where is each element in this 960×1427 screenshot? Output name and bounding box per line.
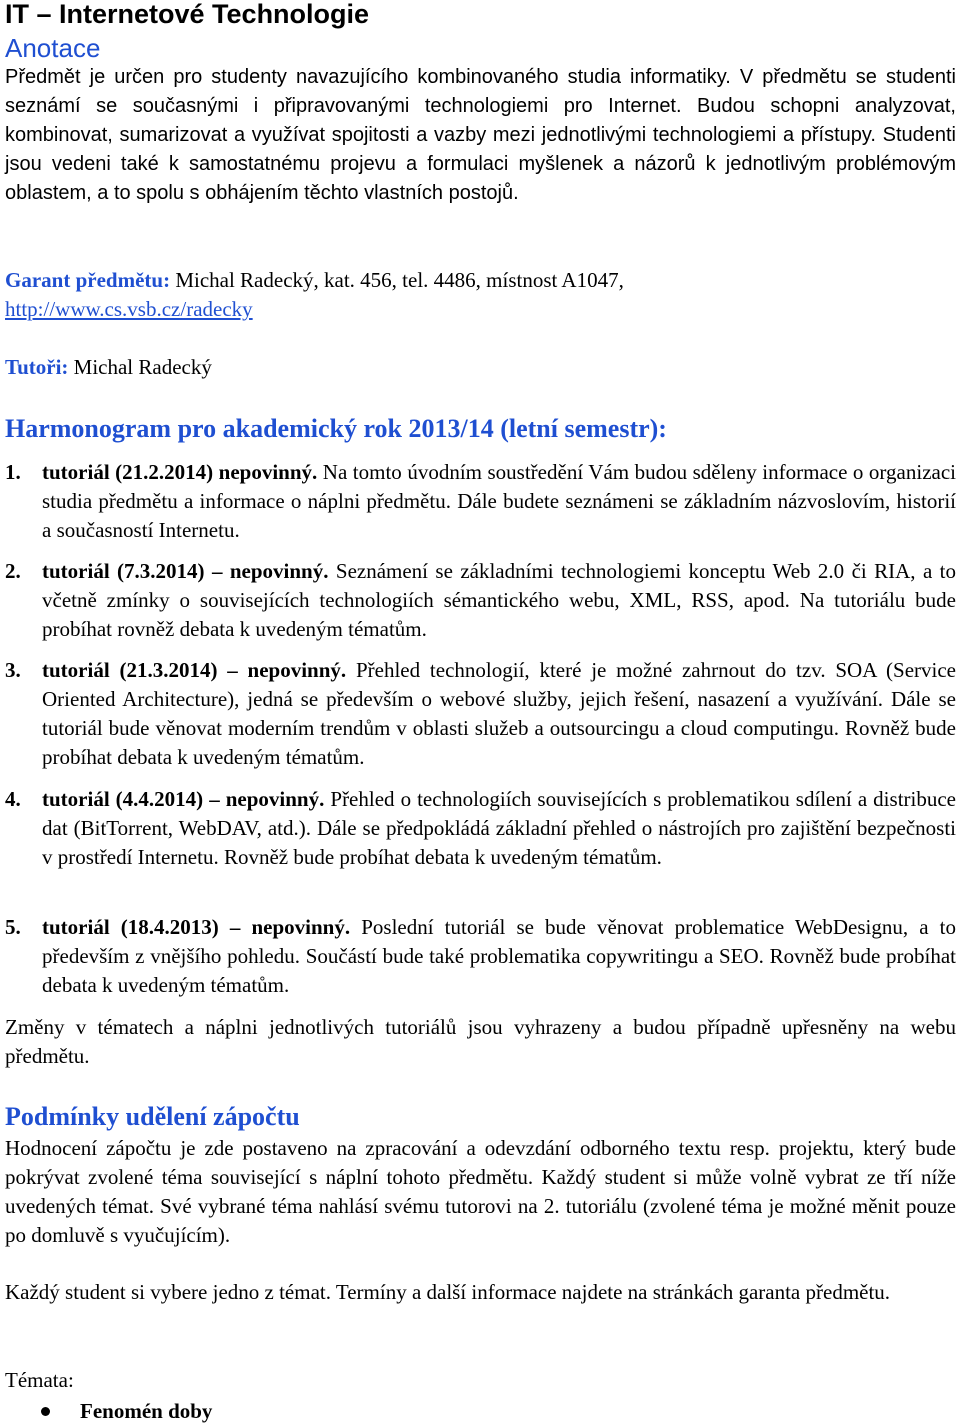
tutorial-number: 1. [5,460,21,484]
podminky-text-1: Hodnocení zápočtu je zde postaveno na zpracování a odevzdání odborného textu resp. projektu, který bude pokrývat zvolené téma související s náplní tohoto předmětu. Každý student si může volně vybrat ze tří níže uvedených témat. Své vybrané téma nahlásí svému tutorovi na 2. tutoriálu (zvolené téma je možné měnit pouze po domluvě s vyučujícím). [5,1136,956,1247]
anotace-text-part1: Předmět je určen pro studenty navazujícího kombinovaného studia informatiky. V předmětu se studenti seznámí se současnými i připravovanými technologiemi pro Internet. Budou schopni analyzovat, kombinovat, sumarizovat a využívat spojitosti a vazby mezi jednotlivými technologiemi a přístupy. Studenti jsou vedeni také k samostatnému projevu a formulaci myšlenek a názorů k jednotlivým problémovým oblastem, a to spolu s obhájením těchto vlastních postojů. [5,66,956,204]
tutorial-lead: tutoriál (4.4.2014) – nepovinný. [42,787,325,811]
tutorial-text: Přehled technologií, které je možné zahrnout do tzv. SOA (Service Oriented Architecture), jedná se především o webové služby, jejich řešení, nasazení a využívání. Dále se tutoriál bude věnovat moderním trendům v oblasti služeb a outsourcingu a cloud computingu. Rovněž bude probíhat debata k uvedeným tématům. [42,658,956,769]
tutorial-number: 3. [5,658,21,682]
podminky-text-2: Každý student si vybere jedno z témat. Termíny a další informace najdete na stránkách garanta předmětu. [5,1280,891,1304]
harmonogram-heading: Harmonogram pro akademický rok 2013/14 (letní semestr): [5,414,667,443]
garant-text: Michal Radecký, kat. 456, tel. 4486, místnost A1047, [170,268,624,292]
tutori-line [5,353,956,382]
tutorial-text: Seznámení se základními technologiemi konceptu Web 2.0 či RIA, a to včetně zmínky o souvisejících technologiích sémantického webu, XML, RSS, apod. Na tutoriálu bude probíhat rovněž debata k uvedeným tématům. [42,559,957,641]
garant-label: Garant předmětu: [5,268,171,292]
bullet-icon [41,1407,50,1416]
temata-item-label: Fenomén doby [80,1399,213,1423]
garant-line [5,266,956,324]
podminky-heading: Podmínky udělení zápočtu [5,1102,300,1131]
tutorial-text: Poslední tutoriál se bude věnovat problematice WebDesignu, a to především z vnějšího pohledu. Součástí bude také problematika copywritingu a SEO. Rovněž bude probíhat debata k uvedeným tématům. [42,915,956,997]
document-title: IT – Internetové Technologie [5,0,370,29]
tutorial-lead: tutoriál (7.3.2014) – nepovinný. [42,559,329,583]
garant-url-link[interactable]: http://www.cs.vsb.cz/radecky [5,297,253,321]
tutorial-number: 2. [5,559,21,583]
temata-label: Témata: [5,1368,74,1392]
tutorial-lead: tutoriál (21.2.2014) nepovinný. [42,460,318,484]
tutorial-number: 5. [5,915,21,939]
tutorial-lead: tutoriál (18.4.2013) – nepovinný. [42,915,351,939]
tutorial-item-2 [5,557,956,644]
anotace-heading: Anotace [5,33,101,63]
harmonogram-note: Změny v tématech a náplni jednotlivých tutoriálů jsou vyhrazeny a budou případně upřesněny na webu předmětu. [5,1015,956,1068]
tutorial-item-5 [5,913,956,1000]
tutorial-text: Na tomto úvodním soustředění Vám budou sděleny informace o organizaci studia předmětu a informace o náplni předmětu. Dále budete seznámeni se základním názvoslovím, historií a současností Internetu. [42,460,956,542]
tutorial-text: Přehled o technologiích souvisejících s problematikou sdílení a distribuce dat (BitTorrent, WebDAV, atd.). Dále se předpokládá základní přehled o nástrojích pro zajištění bezpečnosti v prostředí Internetu. Rovněž bude probíhat debata k uvedeným tématům. [42,787,956,869]
tutori-text: Michal Radecký [68,355,212,379]
tutorial-item-4 [5,785,956,872]
tutori-label: Tutoři: [5,355,69,379]
tutorial-number: 4. [5,787,21,811]
tutorial-item-1 [5,458,956,545]
anotace-text [5,63,956,208]
tutorial-lead: tutoriál (21.3.2014) – nepovinný. [42,658,347,682]
tutorial-item-3 [5,656,956,772]
